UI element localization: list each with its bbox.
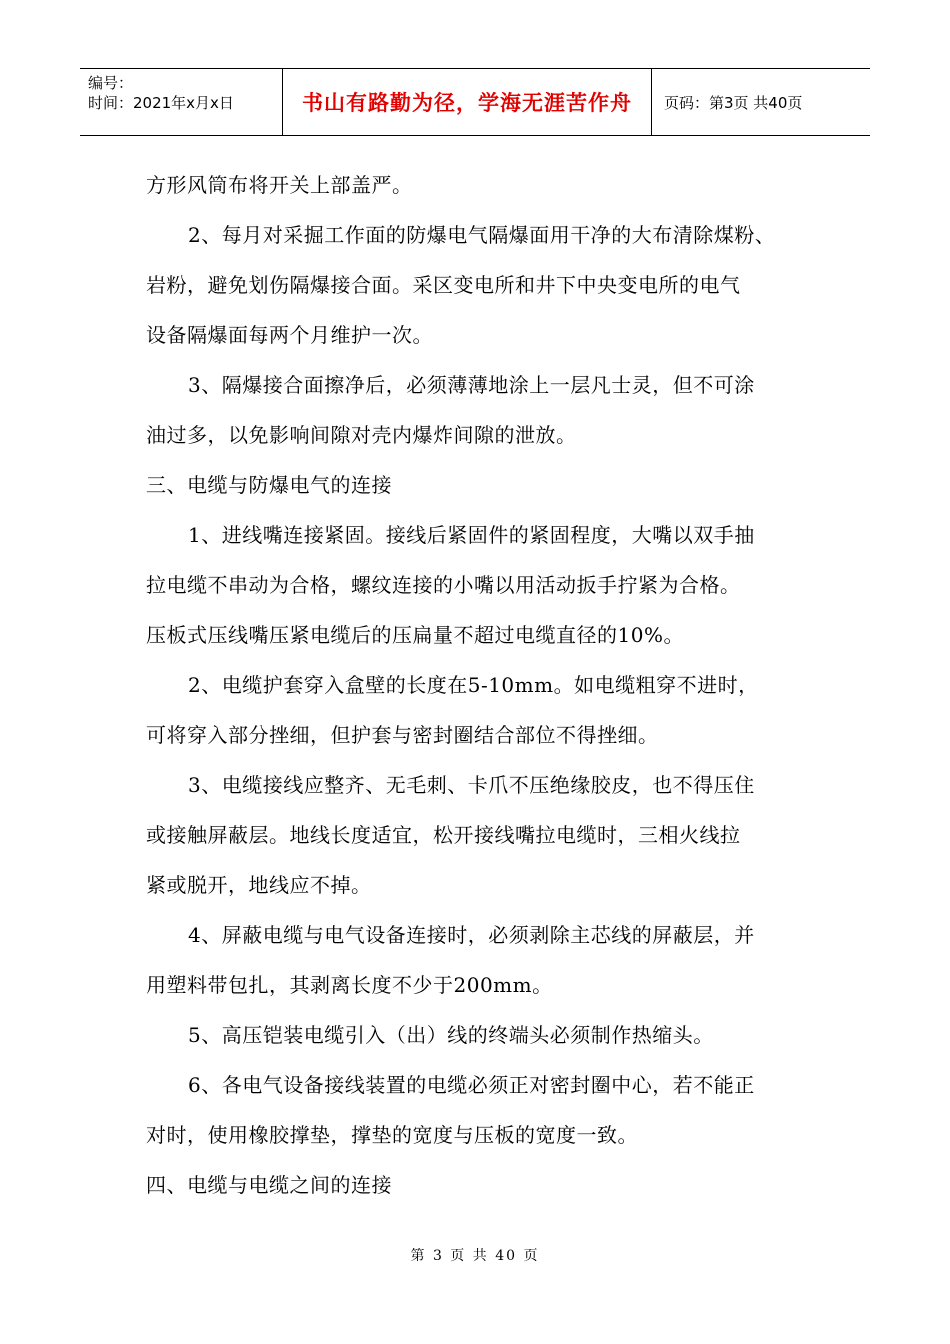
document-time-label: 时间：2021年x月x日 <box>88 94 234 112</box>
header-meta <box>80 69 282 135</box>
body-text-line: 对时，使用橡胶撑垫，撑垫的宽度与压板的宽度一致。 <box>146 1123 638 1147</box>
body-text-line: 岩粉，避免划伤隔爆接合面。采区变电所和井下中央变电所的电气 <box>146 273 741 297</box>
header-motto: 书山有路勤为径，学海无涯苦作舟 <box>282 69 652 135</box>
body-text-line: 2、电缆护套穿入盒壁的长度在5-10mm。如电缆粗穿不进时， <box>188 673 759 697</box>
body-text-line: 或接触屏蔽层。地线长度适宜，松开接线嘴拉电缆时，三相火线拉 <box>146 823 741 847</box>
body-text-line: 四、电缆与电缆之间的连接 <box>146 1173 392 1197</box>
body-text-line: 油过多，以免影响间隙对壳内爆炸间隙的泄放。 <box>146 423 577 447</box>
body-text-line: 设备隔爆面每两个月维护一次。 <box>146 323 433 347</box>
body-text-line: 方形风筒布将开关上部盖严。 <box>146 173 413 197</box>
body-text-line: 紧或脱开，地线应不掉。 <box>146 873 372 897</box>
document-body <box>146 160 826 1210</box>
body-text-line: 3、电缆接线应整齐、无毛刺、卡爪不压绝缘胶皮，也不得压住 <box>188 773 755 797</box>
body-text-line: 三、电缆与防爆电气的连接 <box>146 473 392 497</box>
body-text-line: 用塑料带包扎，其剥离长度不少于200mm。 <box>146 973 553 997</box>
document-number-label: 编号： <box>88 74 134 92</box>
body-text-line: 3、隔爆接合面擦净后，必须薄薄地涂上一层凡士灵，但不可涂 <box>188 373 755 397</box>
body-text-line: 4、屏蔽电缆与电气设备连接时，必须剥除主芯线的屏蔽层，并 <box>188 923 755 947</box>
body-text-line: 6、各电气设备接线装置的电缆必须正对密封圈中心，若不能正 <box>188 1073 755 1097</box>
body-text-line: 1、进线嘴连接紧固。接线后紧固件的紧固程度，大嘴以双手抽 <box>188 523 755 547</box>
body-text-line: 拉电缆不串动为合格，螺纹连接的小嘴以用活动扳手拧紧为合格。 <box>146 573 741 597</box>
page-footer: 第 3 页 共 40 页 <box>410 1248 540 1264</box>
body-text-line: 5、高压铠装电缆引入（出）线的终端头必须制作热缩头。 <box>188 1023 714 1047</box>
body-text-line: 2、每月对采掘工作面的防爆电气隔爆面用干净的大布清除煤粉、 <box>188 223 776 247</box>
body-text-line: 压板式压线嘴压紧电缆后的压扁量不超过电缆直径的10%。 <box>146 623 684 647</box>
page-header <box>80 68 870 136</box>
body-text-line: 可将穿入部分挫细，但护套与密封圈结合部位不得挫细。 <box>146 723 659 747</box>
header-page-info: 页码：第3页 共40页 <box>664 93 803 112</box>
